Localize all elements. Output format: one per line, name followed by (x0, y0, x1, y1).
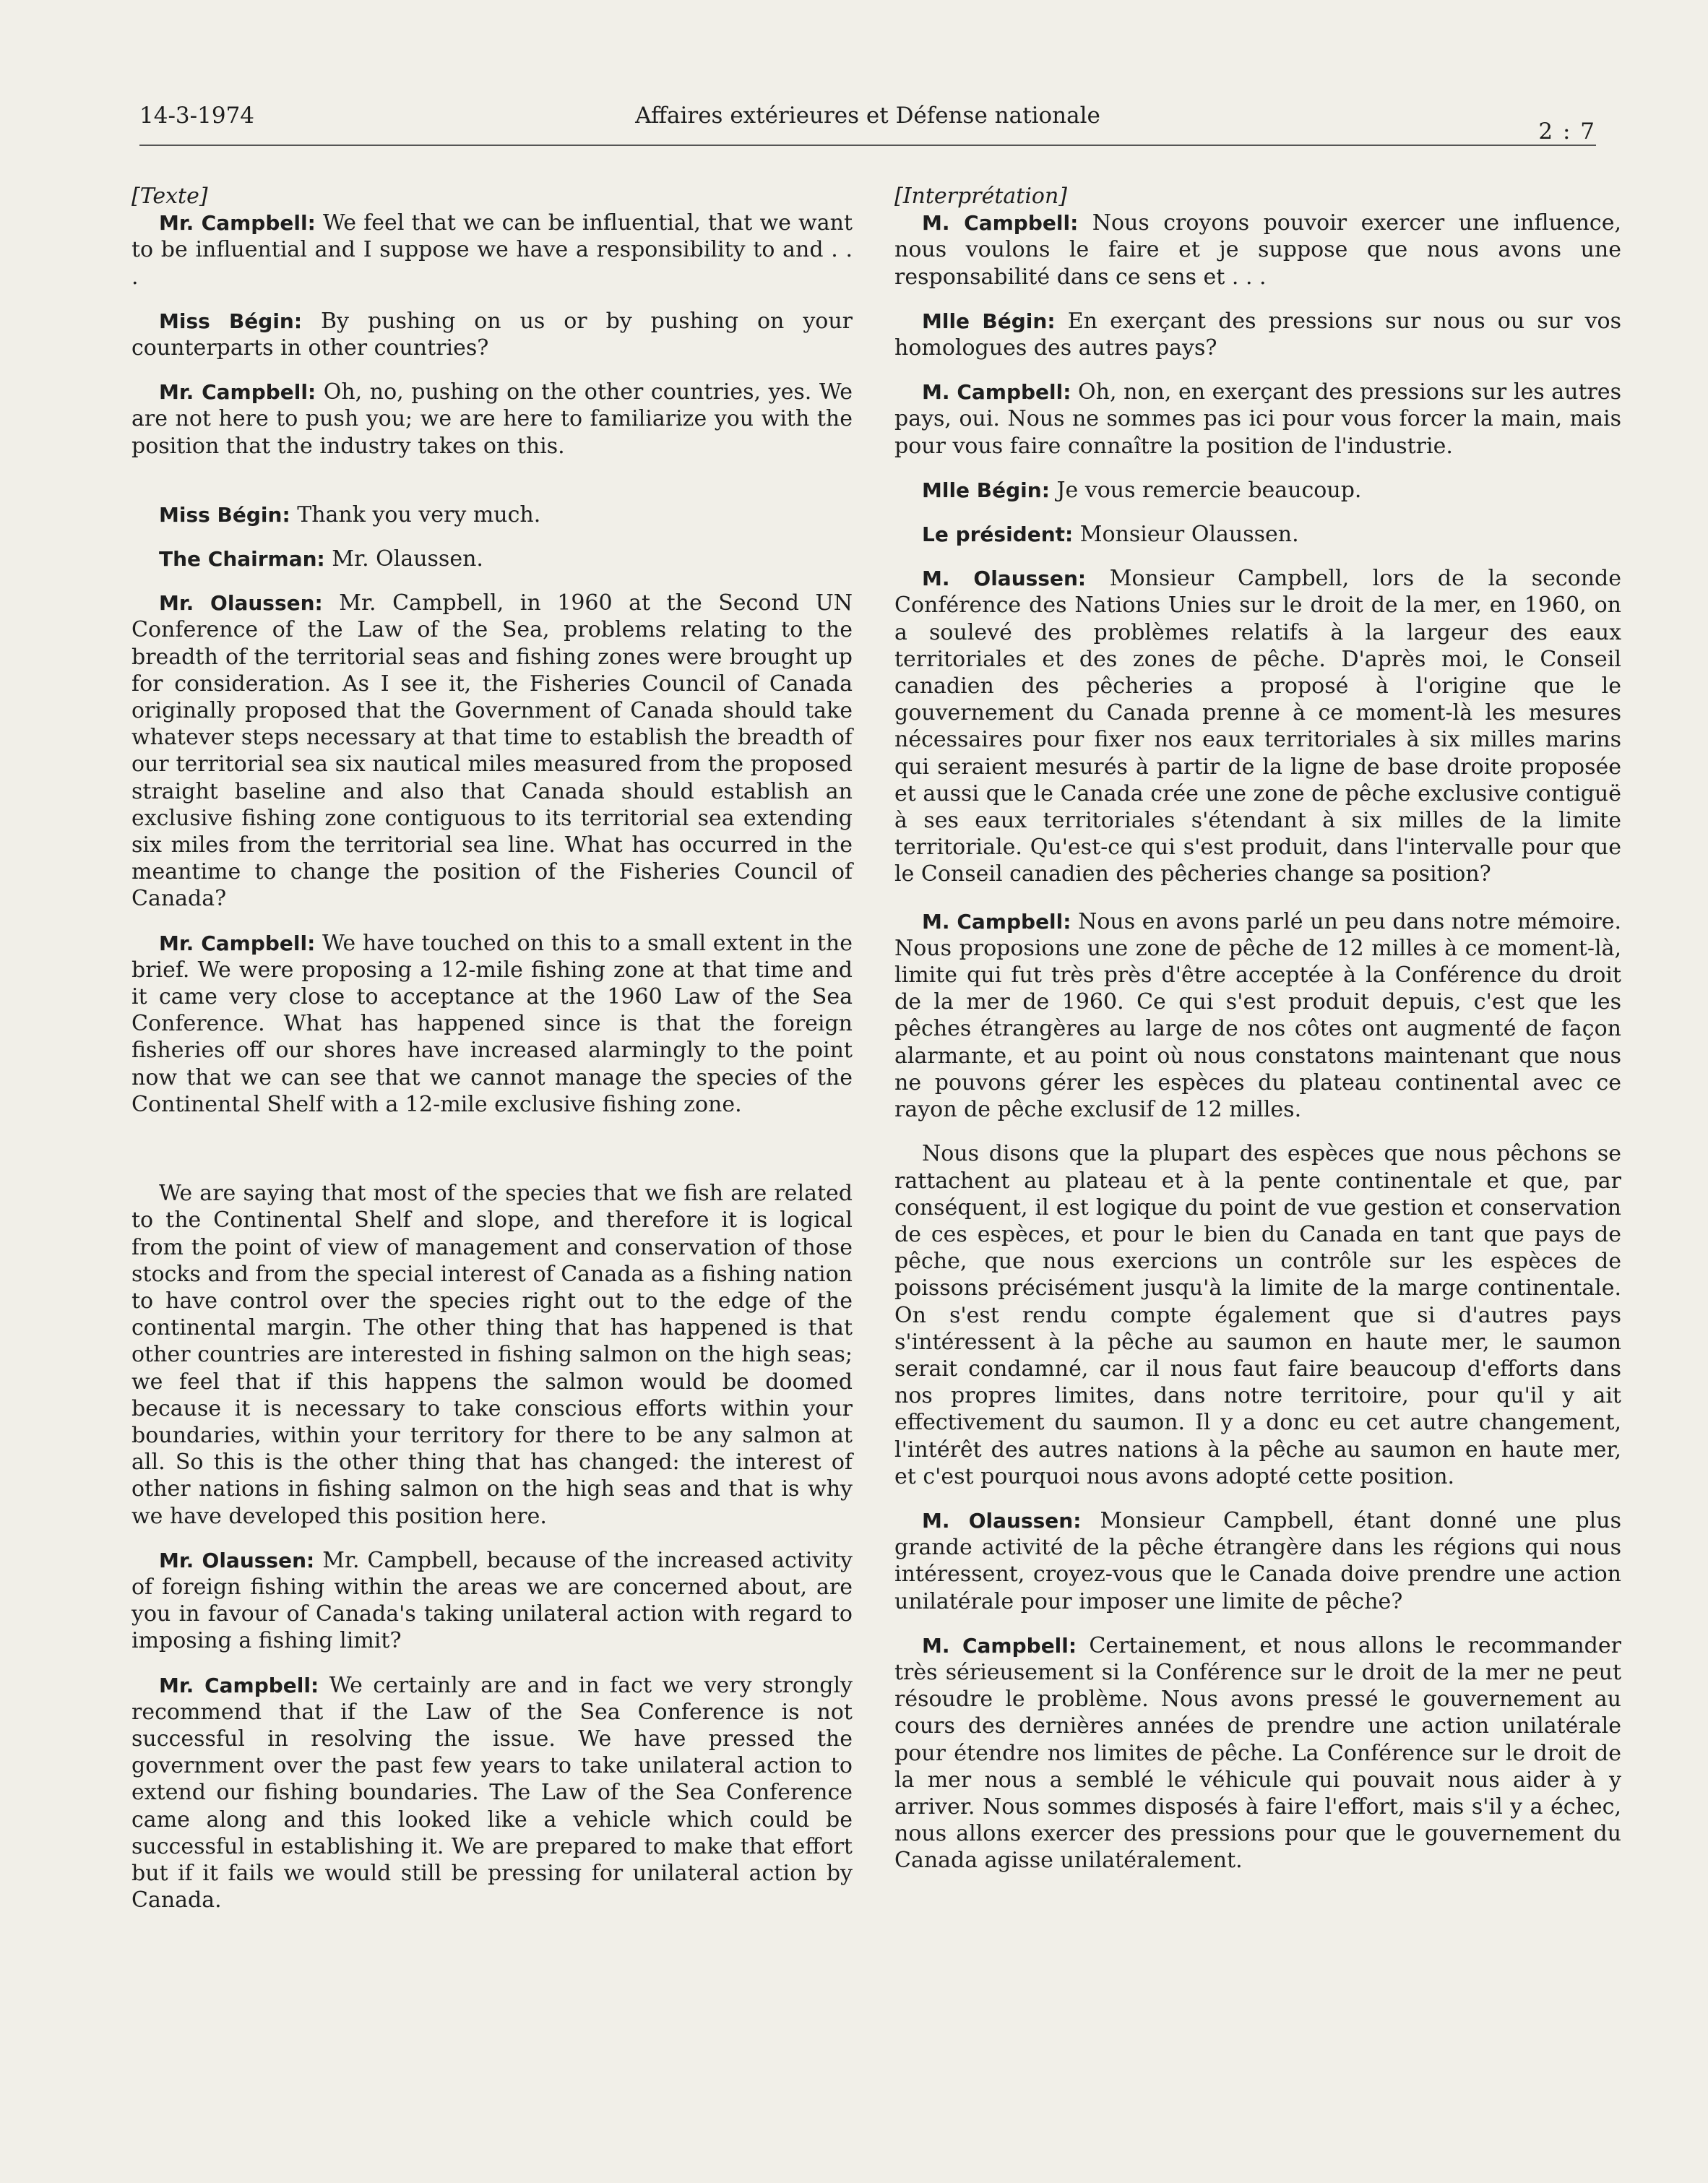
speech-text: We feel that we can be influential, that we want to be influential and I suppose we have a responsibility to and . . . (131, 210, 853, 290)
transcript-paragraph (894, 1632, 1621, 1874)
transcript-paragraph (894, 1140, 1621, 1490)
transcript-paragraph (131, 379, 853, 460)
transcript-paragraph (131, 1180, 853, 1530)
transcript-paragraph (131, 546, 853, 572)
speaker-name: M. Campbell: (922, 211, 1079, 236)
speech-text: We certainly are and in fact we very strongly recommend that if the Law of the Sea Conference is not successful in resolving the issue. We have pressed the government over the past few years to take unilateral action to extend our fishing boundaries. The Law of the Sea Conference came along and this looked like a vehicle which could be successful in establishing it. We are prepared to make that effort but if it fails we would still be pressing for unilateral action by Canada. (131, 1672, 853, 1913)
speaker-name: Mr. Campbell: (159, 1673, 319, 1697)
speech-text: We have touched on this to a small extent in the brief. We were proposing a 12-mile fishing zone at that time and it came very close to acceptance at the 1960 Law of the Sea Conference. What has happened since is that the foreign fisheries off our shores have increased alarmingly to the point now that we can see that we cannot manage the species of the Continental Shelf with a 12-mile exclusive fishing zone. (131, 930, 853, 1117)
spacer (131, 477, 853, 501)
speech-text: Nous disons que la plupart des espèces que nous pêchons se rattachent au plateau et à la pente continentale et que, par conséquent, il est logique du point de vue gestion et conservation de ces espèces, et pour le bien du Canada en tant que pays de pêche, que nous exercions un contrôle sur les espèces de poissons précisément jusqu'à la limite de la marge continentale. On s'est rendu compte également que si d'autres pays s'intéressent à la pêche au saumon en haute mer, le saumon serait condamné, car il nous faut faire beaucoup d'efforts dans nos propres limites, dans notre territoire, pour qu'il y ait effectivement du saumon. Il y a donc eu cet autre changement, l'intérêt des autres nations à la pêche au saumon en haute mer, et c'est pourquoi nous avons adopté cette position. (894, 1141, 1621, 1489)
speech-text: Monsieur Campbell, lors de la seconde Conférence des Nations Unies sur le droit de la mer, en 1960, on a soulevé des problèmes relatifs à la largeur des eaux territoriales et des zones de pêche. D'après moi, le Conseil canadien des pêcheries a proposé à l'origine que le gouvernement du Canada prenne à ce moment-là les mesures nécessaires pour fixer nos eaux territoriales à six milles marins qui seraient mesurés à partir de la ligne de base droite proposée et aussi que le Canada crée une zone de pêche exclusive contiguë à ses eaux territoriales s'étendant à six milles de la limite territoriale. Qu'est-ce qui s'est produit, dans l'intervalle pour que le Conseil canadien des pêcheries change sa position? (894, 566, 1621, 887)
speech-text: Mr. Campbell, in 1960 at the Second UN Conference of the Law of the Sea, problems relating to the breadth of the territorial seas and fishing zones were brought up for consideration. As I see it, the Fisheries Council of Canada originally proposed that the Government of Canada should take whatever steps necessary at that time to establish the breadth of our territorial sea six nautical miles measured from the proposed straight baseline and also that Canada should establish an exclusive fishing zone contiguous to its territorial sea extending six miles from the territorial sea line. What has occurred in the meantime to change the position of the Fisheries Council of Canada? (131, 590, 853, 912)
transcript-paragraph (894, 908, 1621, 1124)
speech-text: Nous croyons pouvoir exercer une influence, nous voulons le faire et je suppose que nous avons une responsabilité dans ce sens et . . . (894, 210, 1621, 290)
speaker-name: Le président: (922, 522, 1074, 547)
header-page-number: 2 : 7 (1538, 119, 1596, 145)
left-column-english (131, 183, 853, 1931)
speech-text: Mr. Campbell, because of the increased activity of foreign fishing within the areas we are concerned about, are you in favour of Canada's taking unilateral action with regard to imposing a fishing limit? (131, 1547, 853, 1654)
speech-text: We are saying that most of the species that we fish are related to the Continental Shelf and slope, and therefore it is logical from the point of view of management and conservation of those stocks and from the special interest of Canada as a fishing nation to have control over the species right out to the edge of the continental margin. The other thing that has happened is that other countries are interested in fishing salmon on the high seas; we feel that if this happens the salmon would be doomed because it is necessary to take conscious efforts within your boundaries, within your territory for there to be any salmon at all. So this is the other thing that has changed: the interest of other nations in fishing salmon on the high seas and that is why we have developed this position here. (131, 1181, 853, 1529)
transcript-paragraph (894, 477, 1621, 504)
speech-text: By pushing on us or by pushing on your counterparts in other countries? (131, 308, 853, 361)
speaker-name: The Chairman: (159, 547, 325, 572)
transcript-paragraph (894, 1507, 1621, 1615)
speech-text: Monsieur Campbell, étant donné une plus grande activité de la pêche étrangère dans les régions qui nous intéressent, croyez-vous que le Canada doive prendre une action unilatérale pour imposer une limite de pêche? (894, 1507, 1621, 1614)
speaker-name: M. Olaussen: (922, 1508, 1082, 1533)
transcript-paragraph (131, 1672, 853, 1914)
header-date: 14-3-1974 (139, 103, 255, 129)
speaker-name: Mr. Campbell: (159, 211, 316, 236)
speech-text: Oh, no, pushing on the other countries, yes. We are not here to push you; we are here to familiarize you with the position that the industry takes on this. (131, 379, 853, 459)
transcript-paragraph (894, 565, 1621, 887)
transcript-paragraph (131, 930, 853, 1118)
page-header (139, 103, 1596, 145)
speech-text: Oh, non, en exerçant des pressions sur les autres pays, oui. Nous ne sommes pas ici pour vous forcer la main, mais pour vous faire connaître la position de l'industrie. (894, 379, 1621, 459)
speaker-name: Mr. Olaussen: (159, 1548, 315, 1572)
language-note: [Texte] (131, 184, 208, 209)
spacer (131, 1135, 853, 1180)
transcript-paragraph (131, 1547, 853, 1655)
speech-text: Thank you very much. (290, 501, 541, 528)
speaker-name: M. Campbell: (922, 909, 1071, 934)
header-title: Affaires extérieures et Défense nationale (635, 103, 1100, 129)
transcript-paragraph (131, 210, 853, 290)
transcript-paragraph (131, 308, 853, 361)
header-rule (139, 145, 1596, 146)
speaker-name: Miss Bégin: (159, 309, 303, 333)
transcript-paragraph (894, 521, 1621, 548)
right-column-french (894, 183, 1621, 1892)
speaker-name: M. Campbell: (922, 1633, 1077, 1658)
speaker-name: Mlle Bégin: (922, 309, 1056, 333)
speaker-name: Mr. Campbell: (159, 931, 316, 955)
speaker-name: Miss Bégin: (159, 502, 290, 527)
speech-text: Je vous remercie beaucoup. (1049, 477, 1362, 503)
speech-text: Mr. Olaussen. (324, 546, 483, 572)
language-note: [Interprétation] (894, 184, 1068, 209)
transcript-paragraph (131, 501, 853, 528)
speaker-name: M. Olaussen: (922, 567, 1087, 591)
speech-text: En exerçant des pressions sur nous ou sur vos homologues des autres pays? (894, 308, 1621, 361)
speaker-name: Mr. Olaussen: (159, 591, 323, 616)
speaker-name: Mr. Campbell: (159, 380, 316, 405)
transcript-paragraph (894, 210, 1621, 290)
transcript-paragraph (894, 379, 1621, 460)
transcript-paragraph (131, 590, 853, 912)
speaker-name: Mlle Bégin: (922, 478, 1050, 502)
speech-text: Nous en avons parlé un peu dans notre mémoire. Nous proposions une zone de pêche de 12 milles à ce moment-là, limite qui fut très près d'être acceptée à la Conférence du droit de la mer de 1960. Ce qui s'est produit depuis, c'est que les pêches étrangères au large de nos côtes ont augmenté de façon alarmante, et au point où nous constatons maintenant que nous ne pouvons gérer les espèces du plateau continental avec ce rayon de pêche exclusif de 12 milles. (894, 908, 1621, 1123)
speech-text: Monsieur Olaussen. (1073, 522, 1299, 548)
transcript-paragraph (894, 308, 1621, 361)
speaker-name: M. Campbell: (922, 380, 1071, 405)
speech-text: Certainement, et nous allons le recommander très sérieusement si la Conférence sur le droit de la mer ne peut résoudre le problème. Nous avons pressé le gouvernement au cours des dernières années de prendre une action unilatérale pour étendre nos limites de pêche. La Conférence sur le droit de la mer nous a semblé le véhicule qui pouvait nous aider à y arriver. Nous sommes disposés à faire l'effort, mais s'il y a échec, nous allons exercer des pressions pour que le gouvernement du Canada agisse unilatéralement. (894, 1632, 1621, 1874)
